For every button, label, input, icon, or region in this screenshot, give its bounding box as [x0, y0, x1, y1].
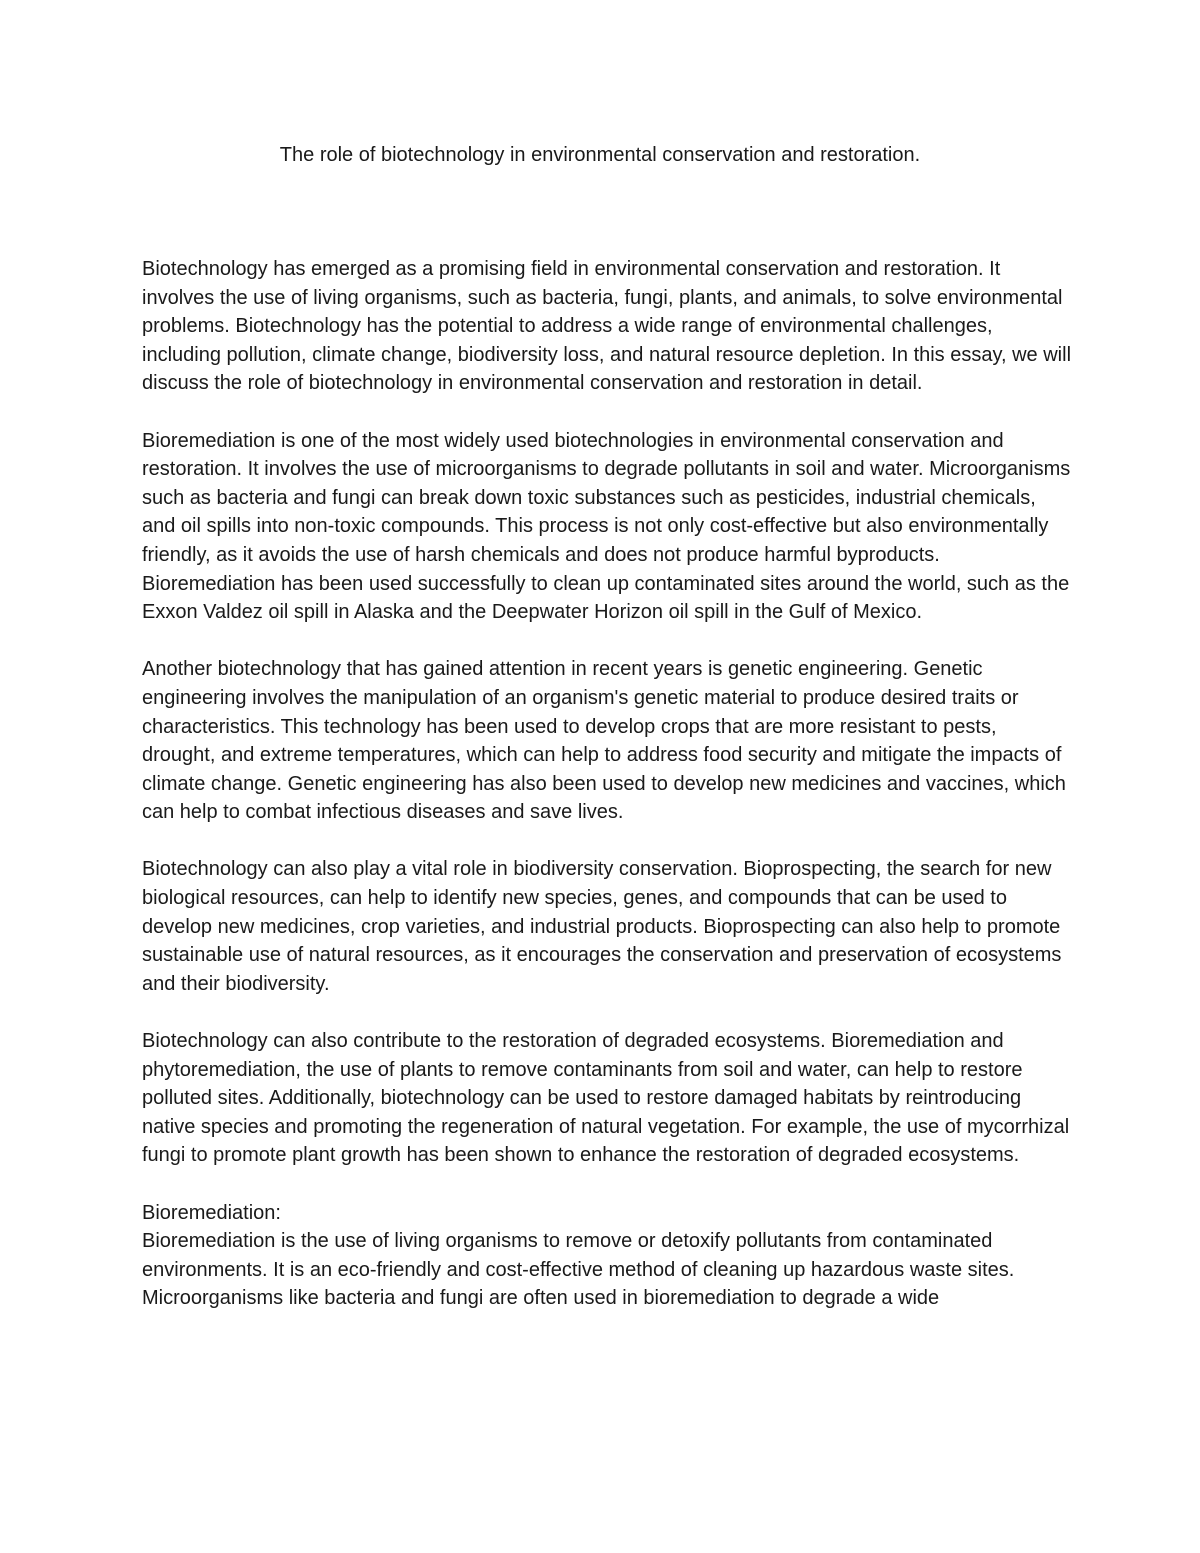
document-body [142, 255, 1072, 1313]
section-paragraph: Bioremediation is the use of living organisms to remove or detoxify pollutants from contaminated environments. It is an eco-friendly and cost-effective method of cleaning up hazardous waste sites. Microorganisms like bacteria and fungi are often used in bioremediation to degrade a wide [142, 1230, 1015, 1310]
section-heading: Bioremediation: [142, 1201, 281, 1224]
document-title: The role of biotechnology in environmental conservation and restoration. [279, 144, 921, 166]
paragraph-genetic-engineering: Another biotechnology that has gained attention in recent years is genetic engineering. Genetic engineering involves the manipulation of an organism's genetic material to produce desired traits or characteristics. This technology has been used to develop crops that are more resistant to pests, drought, and extreme temperatures, which can help to address food security and mitigate the impacts of climate change. Genetic engineering has also been used to develop new medicines and vaccines, which can help to combat infectious diseases and save lives. [142, 658, 1066, 824]
paragraph-biodiversity-conservation: Biotechnology can also play a vital role in biodiversity conservation. Bioprospecting, the search for new biological resources, can help to identify new species, genes, and compounds that can be used to develop new medicines, crop varieties, and industrial products. Bioprospecting can also help to promote sustainable use of natural resources, as it encourages the conservation and preservation of ecosystems and their biodiversity. [142, 858, 1062, 995]
paragraph-introduction: Biotechnology has emerged as a promising field in environmental conservation and restoration. It involves the use of living organisms, such as bacteria, fungi, plants, and animals, to solve environmental problems. Biotechnology has the potential to address a wide range of environmental challenges, including pollution, climate change, biodiversity loss, and natural resource depletion. In this essay, we will discuss the role of biotechnology in environmental conservation and restoration in detail. [142, 258, 1072, 395]
paragraph-bioremediation: Bioremediation is one of the most widely used biotechnologies in environmental conservation and restoration. It involves the use of microorganisms to degrade pollutants in soil and water. Microorganisms such as bacteria and fungi can break down toxic substances such as pesticides, industrial chemicals, and oil spills into non-toxic compounds. This process is not only cost-effective but also environmentally friendly, as it avoids the use of harsh chemicals and does not produce harmful byproducts. Bioremediation has been used successfully to clean up contaminated sites around the world, such as the Exxon Valdez oil spill in Alaska and the Deepwater Horizon oil spill in the Gulf of Mexico. [142, 429, 1071, 624]
paragraph-ecosystem-restoration: Biotechnology can also contribute to the restoration of degraded ecosystems. Bioremediation and phytoremediation, the use of plants to remove contaminants from soil and water, can help to restore polluted sites. Additionally, biotechnology can be used to restore damaged habitats by reintroducing native species and promoting the regeneration of natural vegetation. For example, the use of mycorrhizal fungi to promote plant growth has been shown to enhance the restoration of degraded ecosystems. [142, 1030, 1070, 1167]
